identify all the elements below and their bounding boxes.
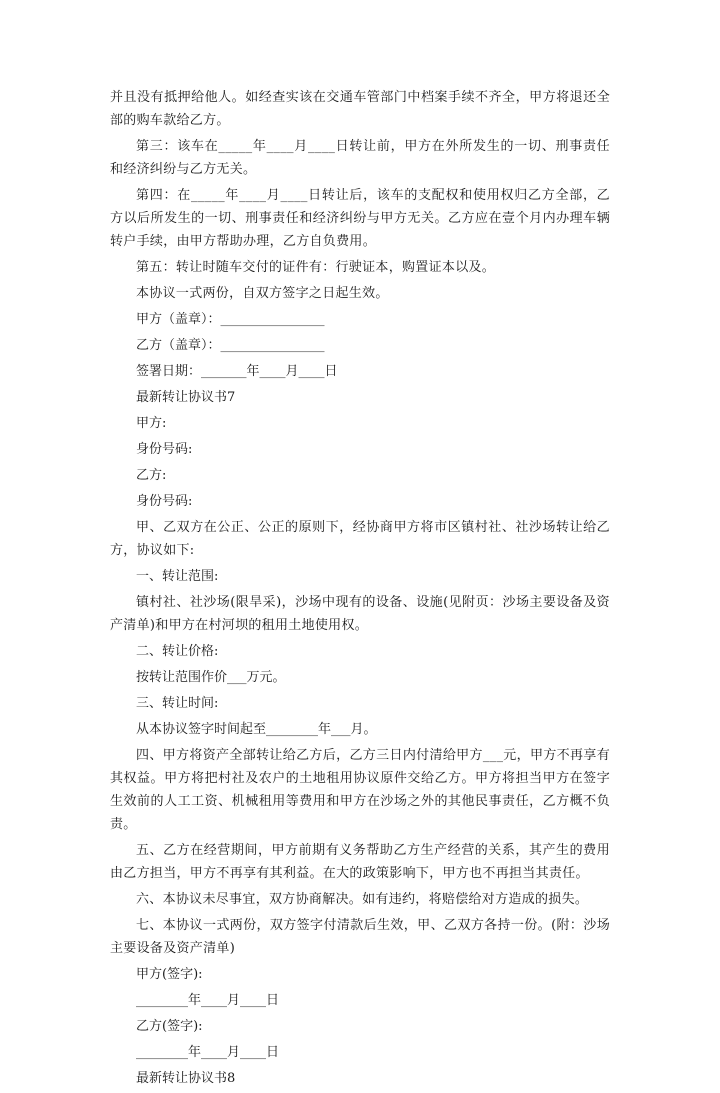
paragraph-transfer-scope: 镇村社、社沙场(限旱采)，沙场中现有的设备、设施(见附页：沙场主要设备及资产清单)和甲方在村河坝的租用土地使用权。 (110, 595, 610, 633)
paragraph-clause-seven: 七、本协议一式两份，双方签字付清款后生效，甲、乙双方各持一份。(附：沙场主要设备及资产清单) (110, 918, 610, 956)
paragraph-clause-3: 第三：该车在_____年____月____日转让前，甲方在外所发生的一切、刑事责任和经济纠纷与乙方无关。 (110, 139, 610, 177)
paragraph-transfer-price: 按转让范围作价___万元。 (136, 670, 286, 685)
heading-transfer-time: 三、转让时间: (136, 696, 219, 711)
section-heading-7: 最新转让协议书7 (136, 390, 236, 405)
signing-date-line: 签署日期：_______年____月____日 (136, 364, 338, 379)
paragraph-clause-five: 五、乙方在经营期间，甲方前期有义务帮助乙方生产经营的关系，其产生的费用由乙方担当，甲方不再享有其利益。在大的政策影响下，甲方也不再担当其责任。 (110, 843, 610, 881)
paragraph-clause-5: 第五：转让时随车交付的证件有：行驶证本，购置证本以及。 (136, 260, 496, 275)
party-a-label: 甲方: (136, 416, 167, 431)
document-page (110, 86, 610, 1093)
party-b-id-label: 身份号码: (136, 494, 193, 509)
paragraph-copies: 本协议一式两份，自双方签字之日起生效。 (136, 286, 389, 301)
party-b-signature-label: 乙方(签字): (136, 1019, 203, 1034)
party-a-id-label: 身份号码: (136, 442, 193, 457)
paragraph-clause-six: 六、本协议未尽事宜，双方协商解决。如有违约，将赔偿给对方造成的损失。 (136, 892, 589, 907)
paragraph-agreement-intro: 甲、乙双方在公正、公正的原则下，经协商甲方将市区镇村社、社沙场转让给乙方，协议如下: (110, 520, 610, 558)
party-a-seal-line: 甲方（盖章）：________________ (136, 312, 325, 327)
party-b-seal-line: 乙方（盖章）：________________ (136, 338, 325, 353)
party-b-date-line: ________年____月____日 (136, 1045, 280, 1060)
paragraph-clause-four: 四、甲方将资产全部转让给乙方后，乙方三日内付清给甲方___元，甲方不再享有其权益。甲方将把村社及农户的土地租用协议原件交给乙方。甲方将担当甲方在签字生效前的人工工资、机械租用等费用和甲方在沙场之外的其他民事责任，乙方概不负责。 (110, 748, 610, 832)
party-a-date-line: ________年____月____日 (136, 993, 280, 1008)
paragraph-intro: 并且没有抵押给他人。如经查实该在交通车管部门中档案手续不齐全，甲方将退还全部的购车款给乙方。 (110, 90, 610, 128)
heading-transfer-scope: 一、转让范围: (136, 569, 219, 584)
section-heading-8: 最新转让协议书8 (136, 1071, 236, 1086)
party-a-signature-label: 甲方(签字): (136, 967, 203, 982)
paragraph-clause-4: 第四：在_____年____月____日转让后，该车的支配权和使用权归乙方全部，乙方以后所发生的一切、刑事责任和经济纠纷与甲方无关。乙方应在壹个月内办理车辆转户手续，由甲方帮助办理，乙方自负费用。 (110, 188, 610, 249)
paragraph-transfer-time: 从本协议签字时间起至________年___月。 (136, 722, 377, 737)
heading-transfer-price: 二、转让价格: (136, 644, 219, 659)
party-b-label: 乙方: (136, 468, 167, 483)
